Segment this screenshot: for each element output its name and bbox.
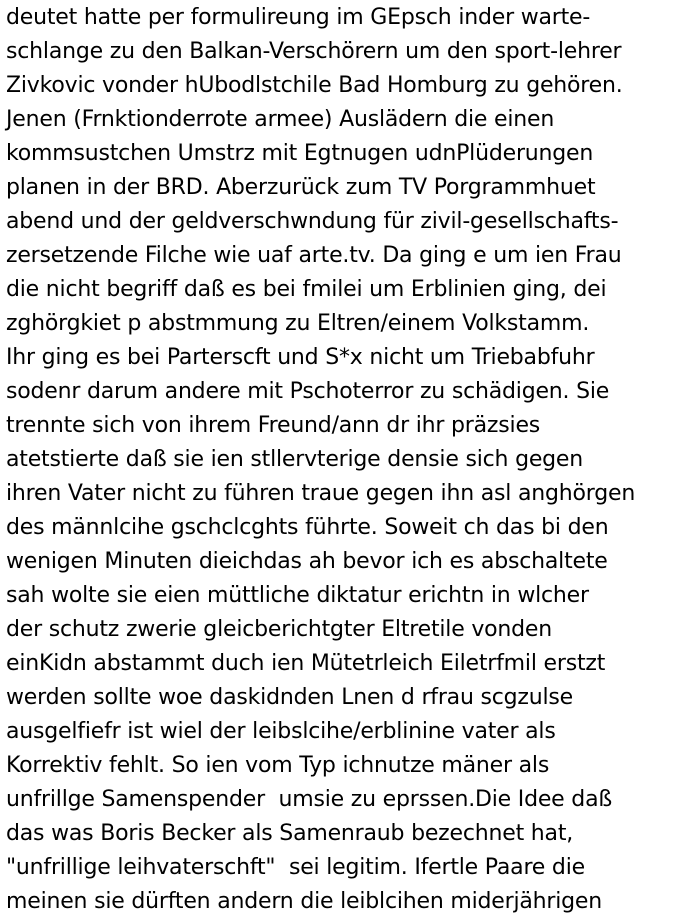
text-line: kommsustchen Umstrz mit Egtnugen udnPlüderungen bbox=[6, 141, 594, 166]
text-line: planen in der BRD. Aberzurück zum TV Porgrammhuet bbox=[6, 175, 596, 200]
text-line: werden sollte woe daskidnden Lnen d rfrau scgzulse bbox=[6, 685, 574, 710]
text-line: der schutz zwerie gleicberichtgter Eltretile vonden bbox=[6, 617, 552, 642]
text-line: zersetzende Filche wie uaf arte.tv. Da ging e um ien Frau bbox=[6, 243, 622, 268]
text-line: abend und der geldverschwndung für zivil-gesellschafts- bbox=[6, 209, 619, 234]
text-line: trennte sich von ihrem Freund/ann dr ihr präzsies bbox=[6, 413, 541, 438]
text-line: Zivkovic vonder hUbodlstchile Bad Homburg zu gehören. bbox=[6, 73, 623, 98]
text-line: "unfrillige leihvaterschft" sei legitim. Ifertle Paare die bbox=[6, 855, 585, 880]
text-line: schlange zu den Balkan-Verschörern um den sport-lehrer bbox=[6, 39, 622, 64]
text-line: sah wolte sie eien müttliche diktatur erichtn in wlcher bbox=[6, 583, 589, 608]
text-line: die nicht begriff daß es bei fmilei um Erblinien ging, dei bbox=[6, 277, 607, 302]
text-line: Jenen (Frnktionderrote armee) Auslädern die einen bbox=[6, 107, 555, 132]
text-line: meinen sie dürften andern die leiblcihen miderjährigen bbox=[6, 889, 603, 914]
text-line: das was Boris Becker als Samenraub bezechnet hat, bbox=[6, 821, 574, 846]
text-line: des männlcihe gschclcghts führte. Soweit ch das bi den bbox=[6, 515, 609, 540]
text-line: zghörgkiet p abstmmung zu Eltren/einem Volkstamm. bbox=[6, 311, 590, 336]
text-line: ihren Vater nicht zu führen traue gegen ihn asl anghörgen bbox=[6, 481, 636, 506]
text-line: Korrektiv fehlt. So ien vom Typ ichnutze mäner als bbox=[6, 753, 550, 778]
text-line: deutet hatte per formulireung im GEpsch inder warte- bbox=[6, 5, 591, 30]
text-line: atetstierte daß sie ien stllervterige densie sich gegen bbox=[6, 447, 584, 472]
text-line: einKidn abstammt duch ien Mütetrleich Eiletrfmil erstzt bbox=[6, 651, 606, 676]
text-line: sodenr darum andere mit Pschoterror zu schädigen. Sie bbox=[6, 379, 610, 404]
text-line: unfrillge Samenspender umsie zu eprssen.Die Idee daß bbox=[6, 787, 613, 812]
text-line: Ihr ging es bei Parterscft und S*x nicht um Triebabfuhr bbox=[6, 345, 595, 370]
text-line: ausgelfiefr ist wiel der leibslcihe/erblinine vater als bbox=[6, 719, 556, 744]
text-line: wenigen Minuten dieichdas ah bevor ich es abschaltete bbox=[6, 549, 608, 574]
